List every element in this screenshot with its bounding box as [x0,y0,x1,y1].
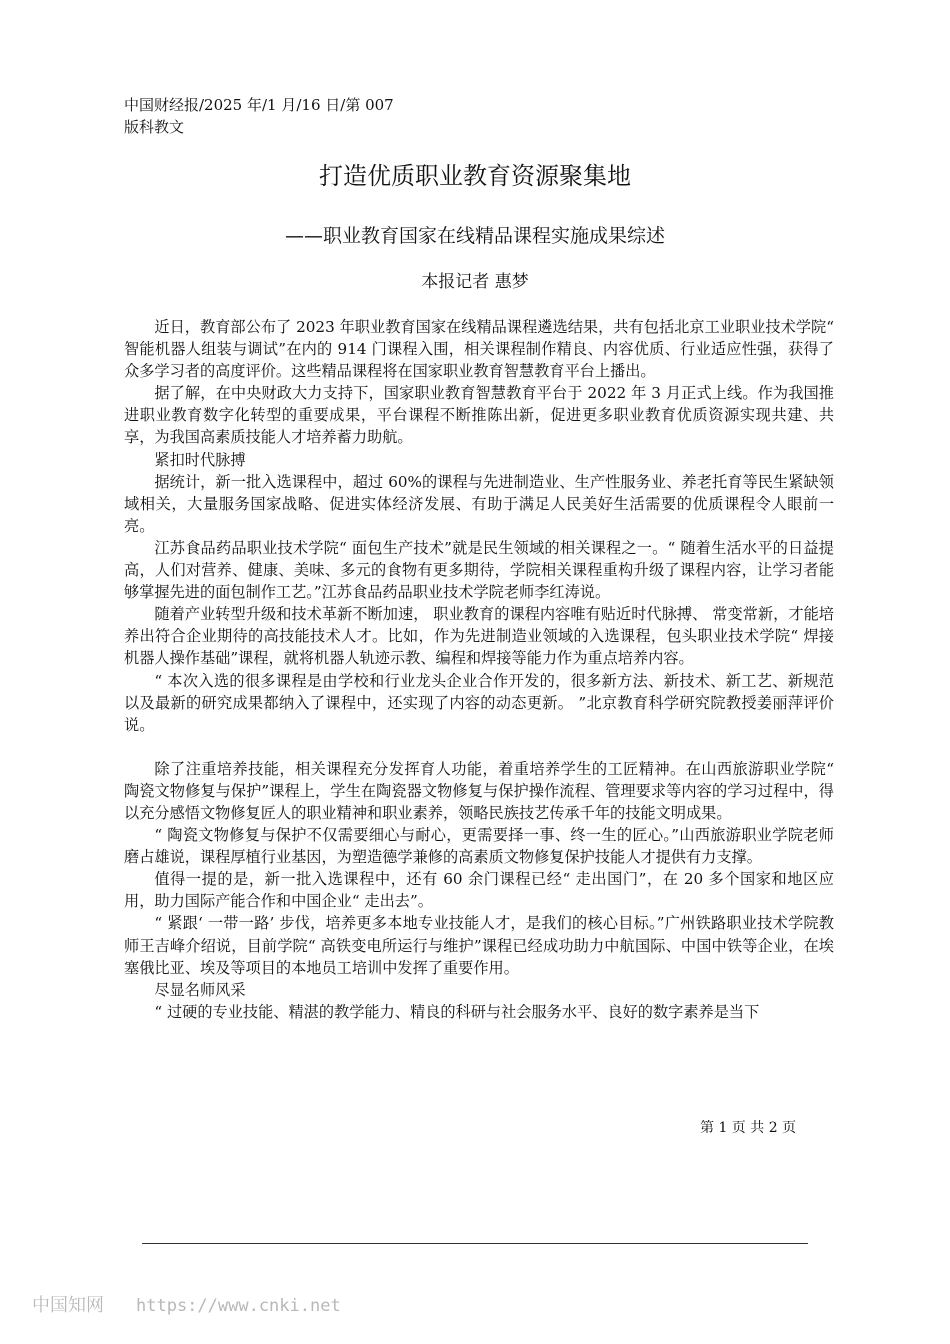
page-number: 第 1 页 共 2 页 [700,1120,797,1136]
article-body [124,316,834,1023]
paragraph: 值得一提的是，新一批入选课程中，还有 60 余门课程已经“ 走出国门”，在 20 多个国家和地区应用，助力国际产能合作和中国企业“ 走出去”。 [124,870,834,911]
paragraph: 随着产业转型升级和技术革新不断加速， 职业教育的课程内容唯有贴近时代脉搏、 常变常新，才能培养出符合企业期待的高技能技术人才。比如，作为先进制造业领域的入选课程，包头职业技术学院“ 焊接机器人操作基础”课程，就将机器人轨迹示教、编程和焊接等能力作为重点培养内容。 [124,605,834,668]
article-title: 打造优质职业教育资源聚集地 [319,162,631,190]
paragraph: “ 陶瓷文物修复与保护不仅需要细心与耐心，更需要择一事、终一生的匠心。”山西旅游职业学院老师磨占雄说，课程厚植行业基因，为塑造德学兼修的高素质文物修复保护技能人才提供有力支撑。 [124,826,834,867]
paragraph: 除了注重培养技能，相关课程充分发挥育人功能，着重培养学生的工匠精神。在山西旅游职业学院“ 陶瓷文物修复与保护”课程上，学生在陶瓷器文物修复与保护操作流程、管理要求等内容的学习过程中，得以充分感悟文物修复匠人的职业精神和职业素养，领略民族技艺传承千年的技能文明成果。 [124,759,834,822]
paragraph: “ 本次入选的很多课程是由学校和行业龙头企业合作开发的，很多新方法、新技术、新工艺、新规范以及最新的研究成果都纳入了课程中，还实现了内容的动态更新。 ”北京教育科学研究院教授姜丽萍评价说。 [124,671,834,734]
paragraph: 据了解，在中央财政大力支持下，国家职业教育智慧教育平台于 2022 年 3 月正式上线。作为我国推进职业教育数字化转型的重要成果，平台课程不断推陈出新，促进更多职业教育优质资源实现共建、共享，为我国高素质技能人才培养蓄力助航。 [124,384,834,447]
section-heading: 尽显名师风采 [154,980,246,999]
paragraph: “ 紧跟‘ 一带一路’ 步伐，培养更多本地专业技能人才，是我们的核心目标。”广州铁路职业技术学院教师王吉峰介绍说，目前学院“ 高铁变电所运行与维护”课程已经成功助力中航国际、中国中铁等企业，在埃塞俄比亚、埃及等项目的本地员工培训中发挥了重要作用。 [124,914,834,977]
article-byline: 本报记者 惠梦 [421,272,529,292]
source-line-1: 中国财经报/2025 年/1 月/16 日/第 007 [124,96,394,114]
paragraph: 江苏食品药品职业技术学院“ 面包生产技术”就是民生领域的相关课程之一。“ 随着生活水平的日益提高，人们对营养、健康、美味、多元的食物有更多期待，学院相关课程重构升级了课程内容，让学习者能够掌握先进的面包制作工艺。”江苏食品药品职业技术学院老师李红涛说。 [124,538,834,602]
paragraph: 据统计，新一批入选课程中，超过 60%的课程与先进制造业、生产性服务业、养老托育等民生紧缺领域相关，大量服务国家战略、促进实体经济发展、有助于满足人民美好生活需要的优质课程令人眼前一亮。 [124,472,834,535]
article-subtitle: ——职业教育国家在线精品课程实施成果综述 [284,225,665,247]
source-line-2: 版科教文 [124,118,185,136]
paragraph-spacer [124,736,834,758]
section-heading: 紧扣时代脉搏 [154,450,246,469]
cnki-logo: 中国知网 [32,1295,104,1316]
source-info [124,94,424,138]
paragraph: 近日，教育部公布了 2023 年职业教育国家在线精品课程遴选结果，共有包括北京工业职业技术学院“ 智能机器人组装与调试”在内的 914 门课程入围，相关课程制作精良、内容优质、行业适应性强，获得了众多学习者的高度评价。这些精品课程将在国家职业教育智慧教育平台上播出。 [124,318,834,381]
footer-divider [142,1243,808,1244]
paragraph: “ 过硬的专业技能、精湛的教学能力、精良的科研与社会服务水平、良好的数字素养是当下 [154,1002,760,1021]
cnki-url-link[interactable]: https://www.cnki.net [136,1296,341,1316]
